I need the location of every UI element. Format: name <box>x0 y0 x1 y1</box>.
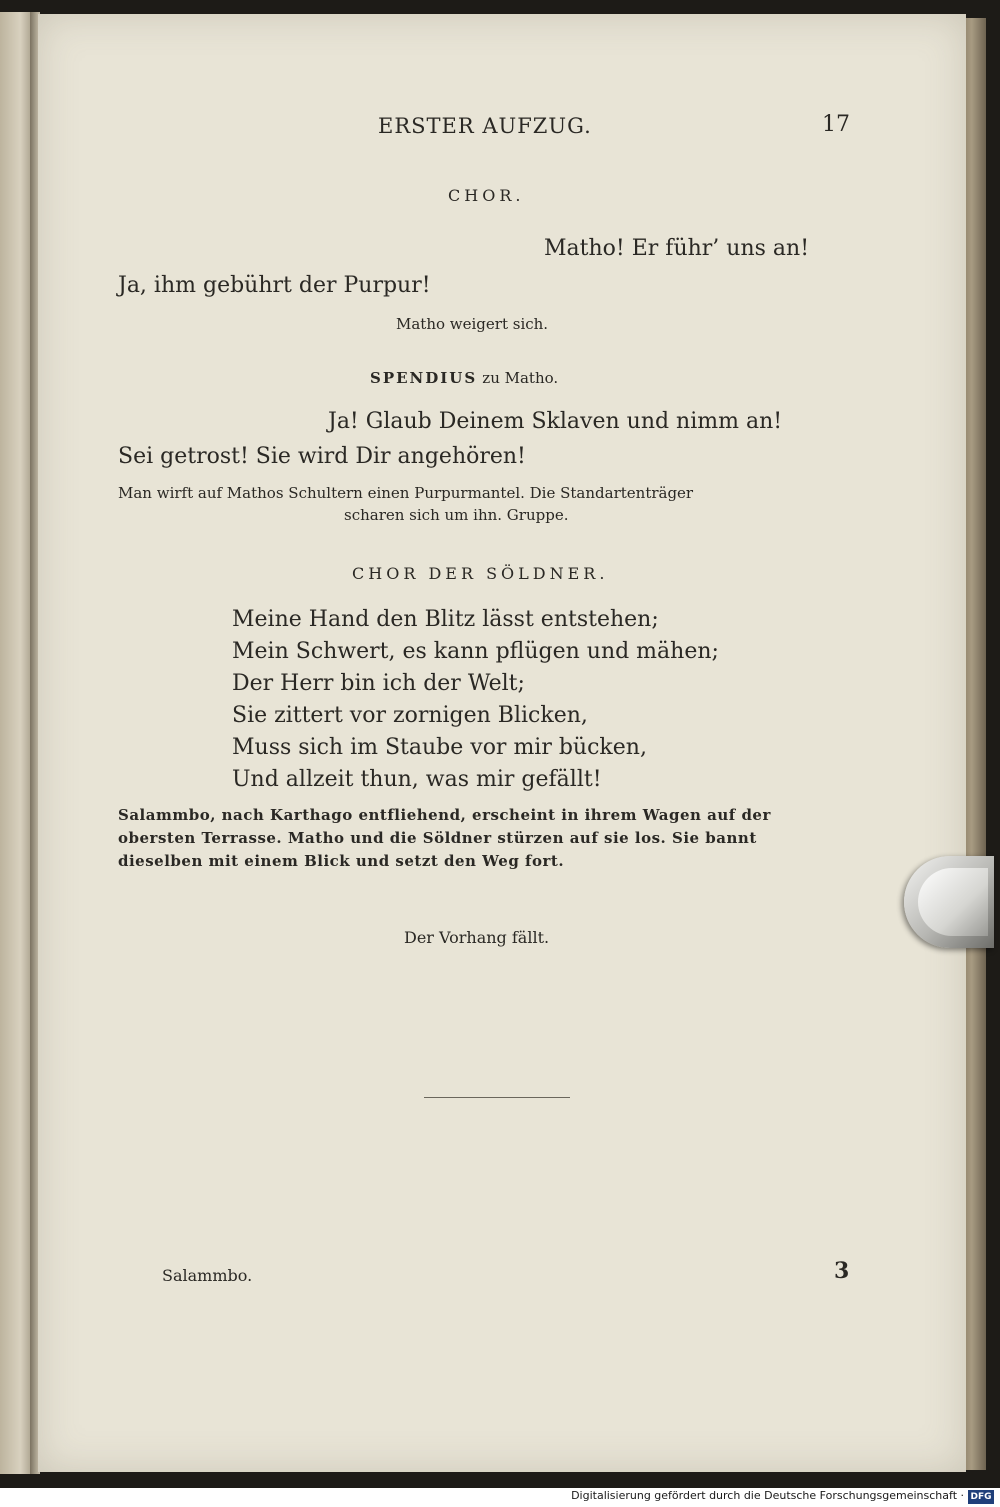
chor-verse-line: Matho! Er führ’ uns an! <box>544 236 810 261</box>
stage-direction-line: obersten Terrasse. Matho und die Söldner stürzen auf sie los. Sie bannt <box>118 829 757 847</box>
dfg-logo-icon: DFG <box>968 1490 994 1504</box>
speaker-chor-der-soeldner: CHOR DER SÖLDNER. <box>352 564 609 583</box>
running-head: ERSTER AUFZUG. <box>378 114 592 138</box>
speaker-aside: zu Matho. <box>482 369 559 387</box>
speaker-name: SPENDIUS <box>370 369 478 387</box>
stage-direction: Man wirft auf Mathos Schultern einen Purpurmantel. Die Standartenträger <box>118 484 694 502</box>
speaker-chor: CHOR. <box>448 186 525 205</box>
stage-direction-line: Salammbo, nach Karthago entfliehend, erscheint in ihrem Wagen auf der <box>118 806 771 824</box>
end-rule <box>424 1097 570 1098</box>
signature-mark: 3 <box>834 1258 850 1284</box>
spendius-verse-line: Sei getrost! Sie wird Dir angehören! <box>118 444 526 469</box>
song-line: Der Herr bin ich der Welt; <box>232 671 525 696</box>
stage-direction: Matho weigert sich. <box>396 315 549 333</box>
song-stanza <box>232 604 719 796</box>
speaker-spendius <box>370 368 558 387</box>
curtain-direction: Der Vorhang fällt. <box>404 928 550 947</box>
song-line: Sie zittert vor zornigen Blicken, <box>232 703 588 728</box>
page-clip-highlight <box>918 868 988 936</box>
song-line: Muss sich im Staube vor mir bücken, <box>232 735 647 760</box>
digitization-credit: Digitalisierung gefördert durch die Deutsche Forschungsgemeinschaft · <box>571 1489 964 1502</box>
facing-page-edge <box>0 12 34 1474</box>
stage-direction: scharen sich um ihn. Gruppe. <box>344 506 569 524</box>
chor-verse-line: Ja, ihm gebührt der Purpur! <box>118 273 431 298</box>
song-line: Mein Schwert, es kann pflügen und mähen; <box>232 639 719 664</box>
stage-direction-line: dieselben mit einem Blick und setzt den Weg fort. <box>118 852 565 870</box>
page-number: 17 <box>822 112 850 137</box>
stage-direction-block <box>118 804 771 873</box>
spendius-verse-line: Ja! Glaub Deinem Sklaven und nimm an! <box>328 409 783 434</box>
song-line: Und allzeit thun, was mir gefällt! <box>232 767 602 792</box>
page-clip <box>904 856 994 948</box>
book-page <box>38 14 966 1472</box>
footer-title: Salammbo. <box>162 1266 253 1285</box>
song-line: Meine Hand den Blitz lässt entstehen; <box>232 607 659 632</box>
